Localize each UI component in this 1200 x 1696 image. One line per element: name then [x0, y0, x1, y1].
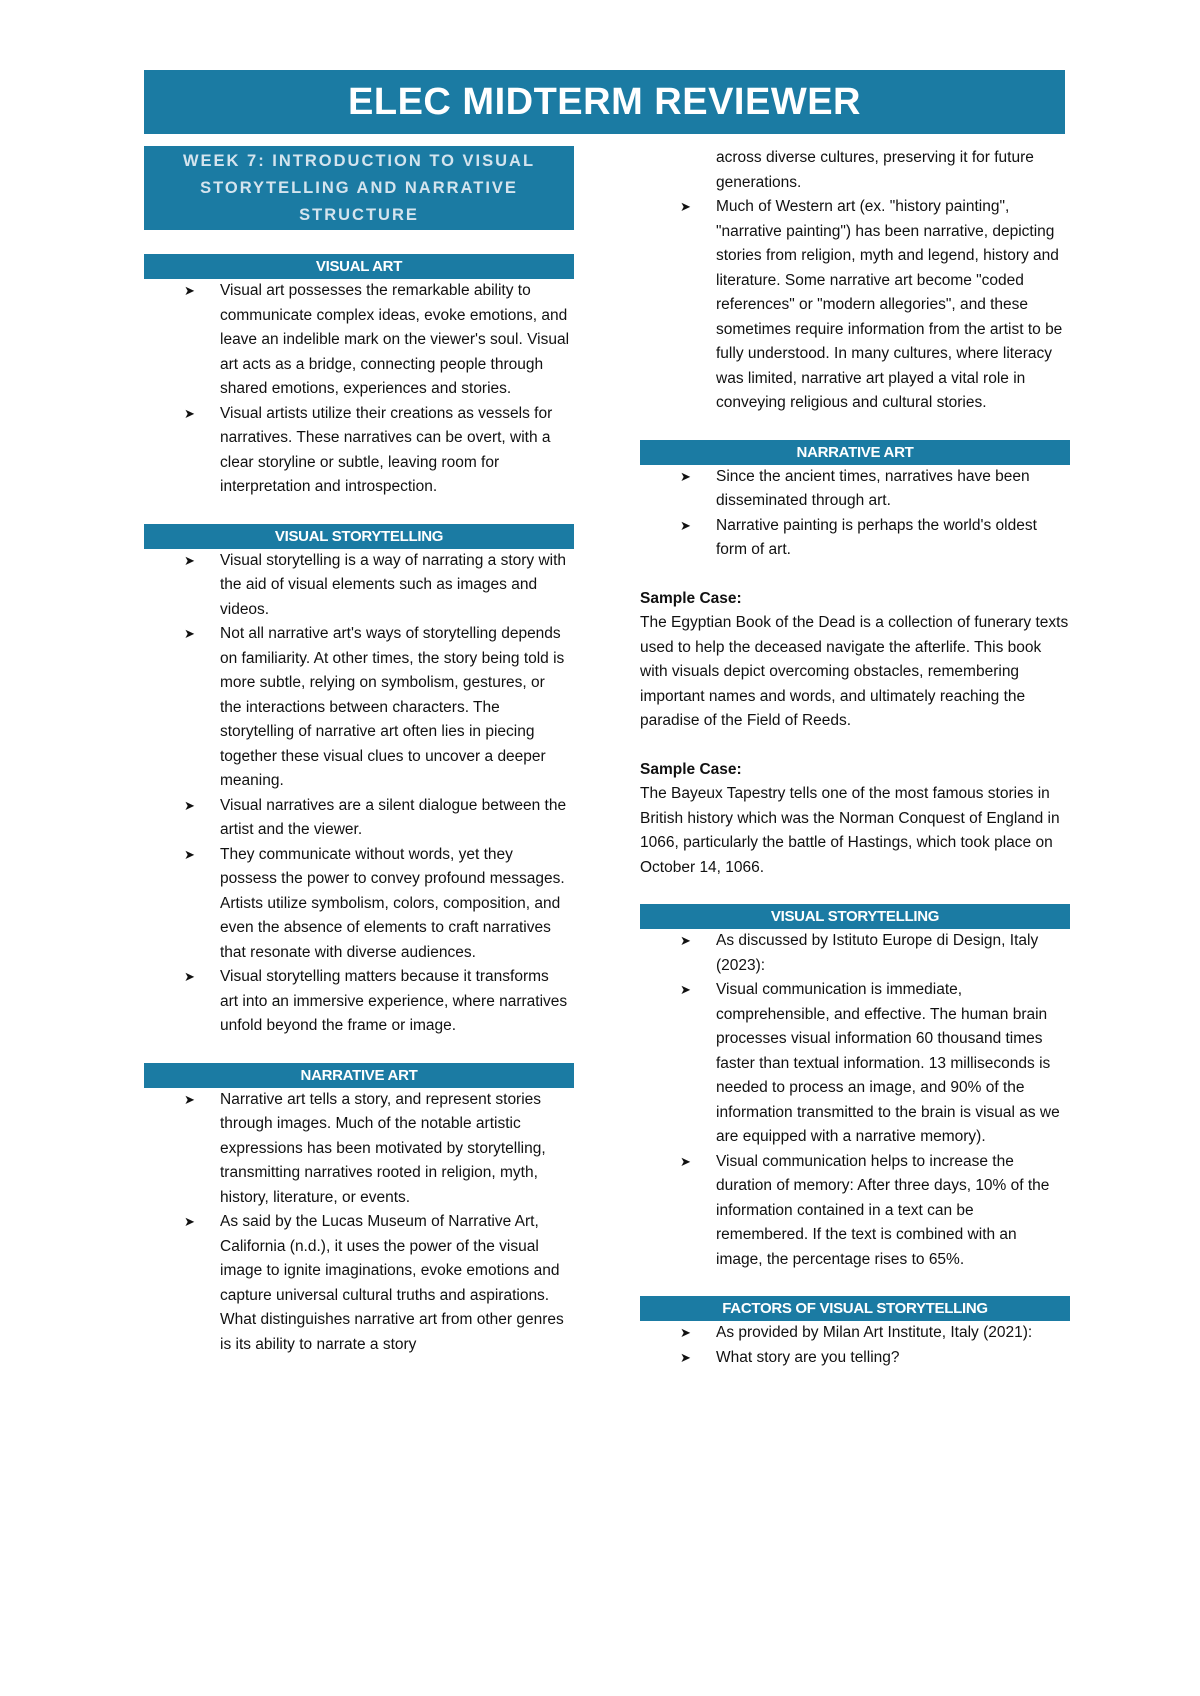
bullet-list: [640, 465, 1070, 563]
list-item: [640, 195, 1070, 416]
section-heading-narrative-art: NARRATIVE ART: [640, 440, 1070, 465]
list-item: [144, 794, 574, 843]
bullet-list: [640, 929, 1070, 1272]
week-title-box: [144, 146, 574, 230]
arrow-bullet-icon: ➤: [184, 405, 195, 421]
list-item: [144, 549, 574, 623]
arrow-bullet-icon: ➤: [184, 1091, 195, 1107]
list-item-text: Visual storytelling matters because it transforms art into an immersive experience, where narratives unfold beyond the frame or image.: [220, 968, 568, 1034]
list-item-text: They communicate without words, yet they possess the power to convey profound messages. Artists utilize symbolism, colors, composition, and even the absence of elements to craft narratives that resonate with diverse audiences.: [220, 845, 565, 961]
right-column: [640, 146, 1070, 1370]
list-item: [640, 978, 1070, 1150]
arrow-bullet-icon: ➤: [184, 797, 195, 813]
list-item-text: What story are you telling?: [716, 1348, 900, 1366]
list-item-text: Not all narrative art's ways of storytelling depends on familiarity. At other times, the story being told is more subtle, relying on symbolism, gestures, or the interactions between characters. The storytelling of narrative art often lies in piecing together these visual clues to uncover a deeper meaning.: [220, 625, 565, 789]
arrow-bullet-icon: ➤: [680, 1153, 691, 1169]
arrow-bullet-icon: ➤: [680, 199, 691, 214]
sample-case-label: Sample Case:: [640, 589, 742, 607]
bullet-list-continued: [640, 146, 1070, 416]
list-item: [640, 929, 1070, 978]
arrow-bullet-icon: ➤: [184, 626, 195, 641]
list-item: [144, 965, 574, 1039]
arrow-bullet-icon: ➤: [680, 468, 691, 484]
week-title-line: STORYTELLING AND NARRATIVE: [200, 179, 518, 197]
sample-case-text: The Egyptian Book of the Dead is a collection of funerary texts used to help the deceased navigate the afterlife. This book with visuals depict overcoming obstacles, remembering important names and words, and ultimately reaching the paradise of the Field of Reeds.: [640, 614, 1069, 729]
arrow-bullet-icon: ➤: [680, 1349, 691, 1365]
left-column: [144, 146, 574, 1357]
arrow-bullet-icon: ➤: [184, 1214, 195, 1229]
list-item: [144, 402, 574, 500]
list-item: [640, 514, 1070, 563]
list-item-text: Narrative painting is perhaps the world's oldest form of art.: [716, 516, 1037, 558]
section-heading-narrative-art: NARRATIVE ART: [144, 1063, 574, 1088]
list-item: [144, 1210, 574, 1357]
list-item: [640, 1321, 1070, 1346]
arrow-bullet-icon: ➤: [680, 933, 691, 948]
section-heading-visual-art: VISUAL ART: [144, 254, 574, 279]
sample-case: [640, 758, 1070, 881]
list-item-text: Visual storytelling is a way of narrating a story with the aid of visual elements such as images and videos.: [220, 551, 567, 618]
list-item-text: As discussed by Istituto Europe di Design, Italy (2023):: [716, 932, 1039, 974]
arrow-bullet-icon: ➤: [680, 982, 691, 997]
bullet-list: [144, 279, 574, 500]
arrow-bullet-icon: ➤: [184, 283, 195, 298]
arrow-bullet-icon: ➤: [184, 969, 195, 984]
list-item-text: Visual communication helps to increase the duration of memory: After three days, 10% of the information contained in a text can be remembered. If the text is combined with an image, the percentage rises to 65%.: [716, 1152, 1050, 1268]
list-item-text: Visual communication is immediate, comprehensible, and effective. The human brain processes visual information 60 thousand times faster than textual information. 13 milliseconds is needed to process an image, and 90% of the information transmitted to the brain is visual as we are equipped with a narrative memory).: [716, 981, 1060, 1145]
list-item-text: As provided by Milan Art Institute, Italy (2021):: [716, 1324, 1033, 1341]
sample-case-text: The Bayeux Tapestry tells one of the most famous stories in British history which was the Norman Conquest of England in 1066, particularly the battle of Hastings, which took place on October 14, 1066.: [640, 785, 1060, 876]
list-item: [144, 279, 574, 402]
list-item: [144, 843, 574, 966]
section-heading-visual-storytelling: VISUAL STORYTELLING: [144, 524, 574, 549]
week-title-line: STRUCTURE: [299, 206, 419, 224]
arrow-bullet-icon: ➤: [184, 846, 195, 862]
list-item: [640, 1346, 1070, 1371]
bullet-list: [640, 1321, 1070, 1370]
week-title-line: WEEK 7: INTRODUCTION TO VISUAL: [182, 152, 536, 170]
list-item-text: across diverse cultures, preserving it for future generations.: [716, 149, 1034, 191]
section-heading-factors: FACTORS OF VISUAL STORYTELLING: [640, 1296, 1070, 1321]
list-item-text: Since the ancient times, narratives have been disseminated through art.: [716, 467, 1030, 509]
arrow-bullet-icon: ➤: [680, 1325, 691, 1340]
list-item: [144, 1088, 574, 1211]
sample-case: [640, 587, 1070, 734]
list-item-text: Visual art possesses the remarkable ability to communicate complex ideas, evoke emotions, and leave an indelible mark on the viewer's soul. Visual art acts as a bridge, connecting people through shared emotions, experiences and stories.: [220, 282, 570, 397]
list-item: [640, 465, 1070, 514]
section-heading-visual-storytelling: VISUAL STORYTELLING: [640, 904, 1070, 929]
list-item-text: Visual narratives are a silent dialogue between the artist and the viewer.: [220, 796, 567, 838]
list-item-text: Much of Western art (ex. "history painting", "narrative painting") has been narrative, depicting stories from religion, myth and legend, history and literature. Some narrative art become "coded references" or "modern allegories", and these sometimes require information from the artist to be fully understood. In many cultures, where literacy was limited, narrative art played a vital role in conveying religious and cultural stories.: [716, 198, 1063, 411]
list-item-text: Narrative art tells a story, and represent stories through images. Much of the notable artistic expressions has been motivated by storytelling, transmitting narratives rooted in religion, myth, history, literature, or events.: [220, 1090, 546, 1206]
list-item-text: Visual artists utilize their creations as vessels for narratives. These narratives can be overt, with a clear storyline or subtle, leaving room for interpretation and introspection.: [220, 404, 553, 495]
bullet-list: [144, 1088, 574, 1358]
list-item-continued: [640, 146, 1070, 195]
arrow-bullet-icon: ➤: [184, 552, 195, 568]
list-item-text: As said by the Lucas Museum of Narrative Art, California (n.d.), it uses the power of the visual image to ignite imaginations, evoke emotions and capture universal cultural truths and aspirations. What distinguishes narrative art from other genres is its ability to narrate a story: [220, 1213, 564, 1353]
list-item: [640, 1150, 1070, 1273]
arrow-bullet-icon: ➤: [680, 517, 691, 533]
page-title: ELEC MIDTERM REVIEWER: [144, 70, 1065, 134]
bullet-list: [144, 549, 574, 1039]
list-item: [144, 622, 574, 794]
sample-case-label: Sample Case:: [640, 760, 742, 778]
